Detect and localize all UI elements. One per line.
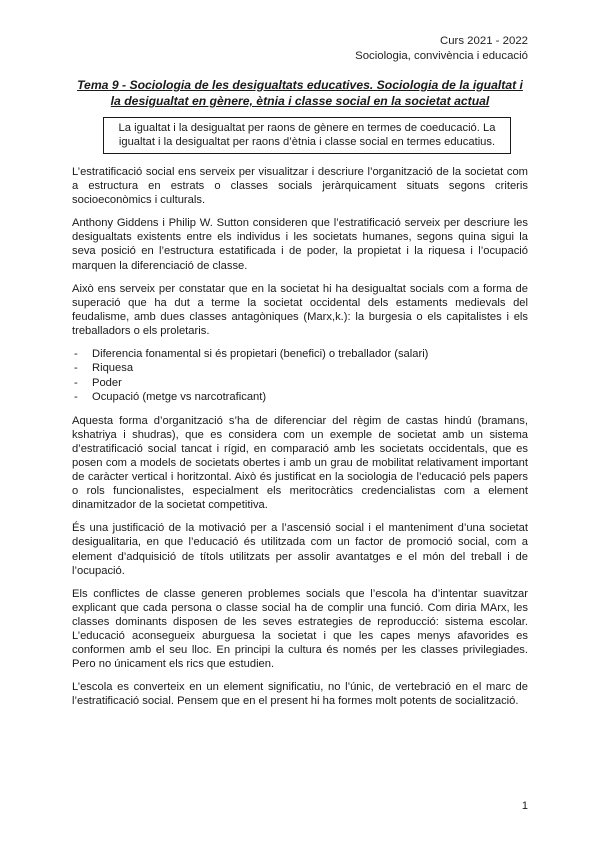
document-title: Tema 9 - Sociologia de les desigualtats educatives. Sociologia de la igualtat i la desigualtat en gènere, ètnia i classe social en la societat actual xyxy=(77,78,523,108)
bullet-list xyxy=(72,347,528,405)
subject-name: Sociologia, convivència i educació xyxy=(355,50,528,62)
paragraph-6: Els conflictes de classe generen problemes socials que l’escola ha d’intentar suavitzar explicant que cada persona o classe social ha de complir una funció. Com diria MArx, les classes dominants disposen de les seves estrategies de reproducció: sistema escolar. L’educació aconsegueix aburguesa la societat i que les capes menys afavorides es conformen amb el seu lloc. En principi la cultura és només per les classes privilegiades. Pero no únicament els rics que estudien. xyxy=(72,587,528,671)
body-text xyxy=(72,165,528,717)
list-item: - Ocupació (metge vs narcotraficant) xyxy=(72,390,528,404)
list-item: - Diferencia fonamental si és propietari (benefici) o treballador (salari) xyxy=(72,347,528,361)
summary-box: La igualtat i la desigualtat per raons de gènere en termes de coeducació. La igualtat i la desigualtat per raons d’ètnia i classe social en termes educatius. xyxy=(103,117,511,154)
page-header xyxy=(355,34,528,64)
list-item: - Riquesa xyxy=(72,361,528,375)
course-year: Curs 2021 - 2022 xyxy=(439,35,528,47)
paragraph-1: L’estratificació social ens serveix per visualitzar i descriure l’organització de la societat com a estructura en estrats o classes socials jeràrquicament situats segons criteris socioeconòmics i culturals. xyxy=(72,166,528,207)
paragraph-7: L’escola es converteix en un element significatiu, no l’únic, de vertebració en el marc de l’estratificació social. Pensem que en el present hi ha formes molt potents de socialització. xyxy=(72,681,528,708)
paragraph-5: És una justificació de la motivació per a l’ascensió social i el manteniment d’una societat desigualitaria, en que l’educació és utilitzada com un factor de promoció social, com a element d’adquisició de títols utilitzats per assolir avantatges e el món del treball i de l’ocupació. xyxy=(72,522,528,577)
page-number: 1 xyxy=(521,800,528,812)
paragraph-4: Aquesta forma d’organització s’ha de diferenciar del règim de castas hindú (bramans, kshatriya i shudras), que es considera com un exemple de societat amb un sistema d’estratificació social tancat i rígid, en comparació amb les societats occidentals, que es posen com a models de societats obertes i amb un grau de mobilitat relativament important de caràcter vertical i horitzontal. Això és justificat en la sociologia de l’educació pels papers o rols funcionalistes, especialment els meritocràtics credencialistas com a element dinamitzador de la societat competitiva. xyxy=(72,414,528,512)
paragraph-2: Anthony Giddens i Philip W. Sutton consideren que l’estratificació serveix per descriure les desigualtats existents entre els individus i les societats humanes, segons quina sigui la seva posició en l’estructura estatificada i de poder, la propietat i la riquesa i l’ocupació marquen la diferenciació de classe. xyxy=(72,217,528,272)
list-item: - Poder xyxy=(72,376,528,390)
paragraph-3: Això ens serveix per constatar que en la societat hi ha desigualtat socials com a forma de superació que ha dut a terme la societat occidental dels estaments medievals del feudalisme, amb dues classes antagòniques (Marx,k.): la burgesia o els capitalistes i els treballadors o els proletaris. xyxy=(72,282,528,337)
